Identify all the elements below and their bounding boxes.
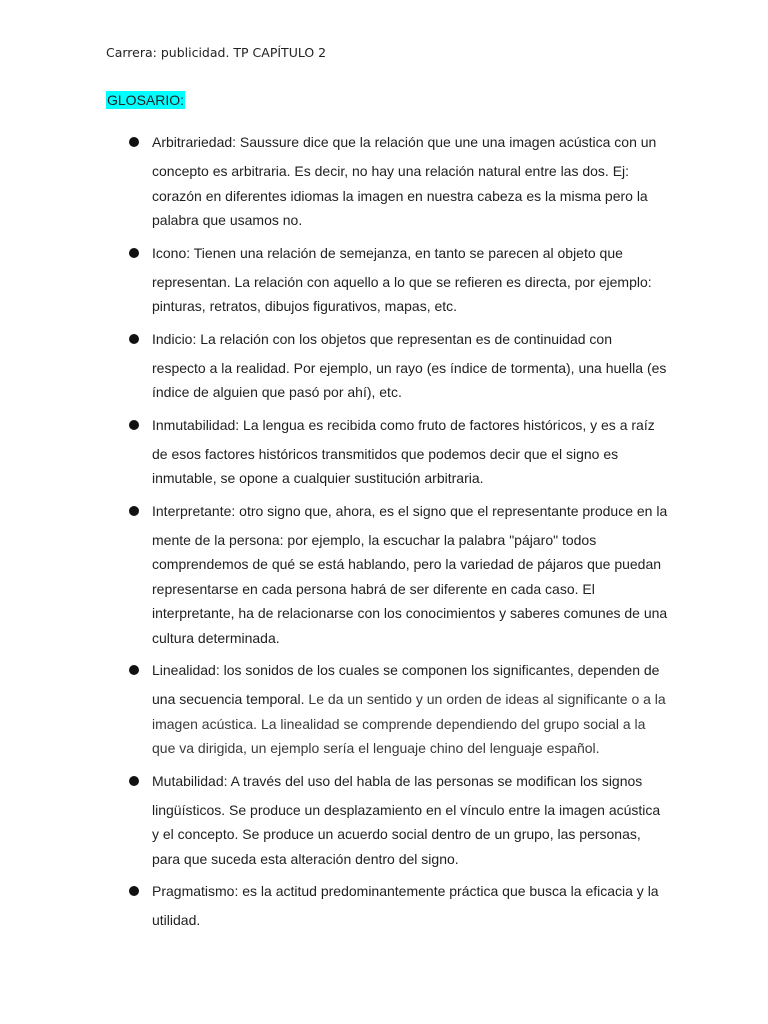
bullet-icon <box>129 665 139 675</box>
bullet-icon <box>129 420 139 430</box>
entry-text-continued: Le da un sentido y un orden de ideas al significante o a la imagen acústica. La linealidad se comprende dependiendo del grupo social a la que va dirigida, un ejemplo sería el lenguaje chino del lenguaje español. <box>152 691 666 756</box>
entry-text: de esos factores históricos transmitidos que podemos decir que el signo es inmutable, se opone a cualquier sustitución arbitraria. <box>152 445 619 486</box>
bullet-icon <box>129 506 139 516</box>
entry-first-line: Indicio: La relación con los objetos que representan es de continuidad con <box>152 330 612 347</box>
entry-first-line: Pragmatismo: es la actitud predominantemente práctica que busca la eficacia y la <box>152 883 659 899</box>
entry-first-line: Interpretante: otro signo que, ahora, es el signo que el representante produce en la <box>152 502 668 519</box>
glossary-entry-indicio <box>152 328 668 405</box>
glossary-entry-mutabilidad <box>152 770 668 872</box>
glossary-entry-pragmatismo <box>152 880 668 933</box>
section-title: GLOSARIO: <box>107 92 185 108</box>
entry-first-line: Arbitrariedad: Saussure dice que la relación que une una imagen acústica con un <box>152 134 657 150</box>
entry-text: representan. La relación con aquello a lo que se refieren es directa, por ejemplo: pinturas, retratos, dibujos figurativos, mapas, etc. <box>152 273 652 314</box>
entry-first-line: Icono: Tienen una relación de semejanza, en tanto se parecen al objeto que <box>152 244 623 261</box>
bullet-icon <box>129 886 139 896</box>
bullet-icon <box>129 137 139 147</box>
entry-text: respecto a la realidad. Por ejemplo, un rayo (es índice de tormenta), una huella (es índice de alguien que pasó por ahí), etc. <box>152 359 667 400</box>
entry-first-line: Mutabilidad: A través del uso del habla de las personas se modifican los signos <box>152 772 643 789</box>
glossary-entry-icono <box>152 242 668 319</box>
bullet-icon <box>129 334 139 344</box>
entry-text: mente de la persona: por ejemplo, la escuchar la palabra "pájaro" todos comprendemos de qué se está hablando, pero la variedad de pájaros que puedan representarse en cada persona habrá de ser diferente en cada caso. El interpretante, ha de relacionarse con los conocimientos y saberes comunes de una cultura determinada. <box>152 531 668 646</box>
glossary-entry-arbitrariedad <box>152 131 668 233</box>
entry-first-line: Linealidad: los sonidos de los cuales se componen los significantes, dependen de <box>152 662 660 678</box>
glossary-entry-interpretante <box>152 500 668 651</box>
glossary-list <box>152 131 668 942</box>
entry-text: una secuencia temporal. <box>152 691 305 707</box>
page-header: Carrera: publicidad. TP CAPÍTULO 2 <box>106 45 327 60</box>
entry-text: concepto es arbitraria. Es decir, no hay una relación natural entre las dos. Ej: corazón en diferentes idiomas la imagen en nuestra cabeza es la misma pero la palabra que usamos no. <box>152 163 648 228</box>
entry-text: lingüísticos. Se produce un desplazamiento en el vínculo entre la imagen acústica y el concepto. Se produce un acuerdo social dentro de un grupo, las personas, para que suceda esta alteración dentro del signo. <box>152 801 661 867</box>
bullet-icon <box>129 776 139 786</box>
entry-first-line: Inmutabilidad: La lengua es recibida como fruto de factores históricos, y es a raíz <box>152 416 655 433</box>
bullet-icon <box>129 248 139 258</box>
glossary-entry-inmutabilidad <box>152 414 668 491</box>
glossary-entry-linealidad <box>152 659 668 761</box>
entry-text: utilidad. <box>152 912 201 928</box>
